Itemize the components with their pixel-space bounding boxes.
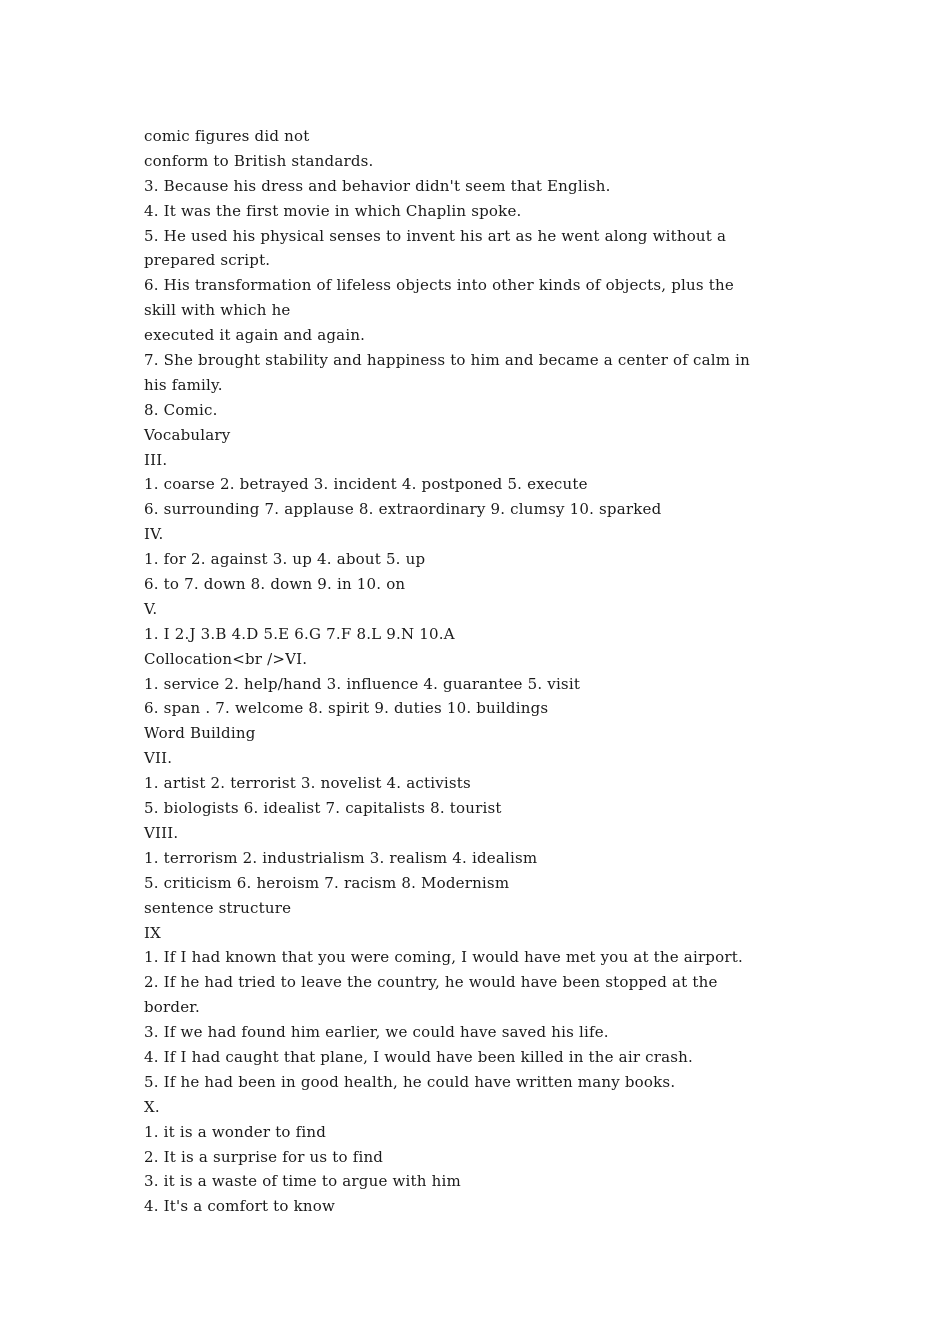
exercise-number: VIII. xyxy=(144,823,179,842)
text-line: 1. artist 2. terrorist 3. novelist 4. activists xyxy=(144,774,471,793)
text-line: 1. it is a wonder to find xyxy=(144,1122,327,1141)
text-line: 5. He used his physical senses to invent his art as he went along without a xyxy=(144,226,727,245)
exercise-number: IV. xyxy=(144,525,164,544)
section-heading: Vocabulary xyxy=(144,425,231,444)
text-line: 1. terrorism 2. industrialism 3. realism 4. idealism xyxy=(144,848,538,867)
text-line: conform to British standards. xyxy=(144,151,374,170)
text-line: 5. criticism 6. heroism 7. racism 8. Modernism xyxy=(144,873,510,892)
exercise-number: III. xyxy=(144,450,168,469)
text-line: his family. xyxy=(144,375,223,394)
text-line: comic figures did not xyxy=(144,127,310,145)
text-line: 6. surrounding 7. applause 8. extraordinary 9. clumsy 10. sparked xyxy=(144,500,662,519)
answer-key-text xyxy=(144,124,816,1219)
text-line: 7. She brought stability and happiness to him and became a center of calm in xyxy=(144,351,750,370)
text-line: 8. Comic. xyxy=(144,400,218,419)
text-line: 1. If I had known that you were coming, I would have met you at the airport. xyxy=(144,948,743,967)
exercise-number: IX xyxy=(144,923,162,942)
text-line: 4. It's a comfort to know xyxy=(144,1197,335,1216)
text-line: 2. It is a surprise for us to find xyxy=(144,1147,384,1166)
exercise-number: VII. xyxy=(144,749,173,768)
text-line: 6. to 7. down 8. down 9. in 10. on xyxy=(144,575,406,594)
text-line: 1. for 2. against 3. up 4. about 5. up xyxy=(144,550,426,569)
text-line: border. xyxy=(144,998,200,1017)
section-heading: Word Building xyxy=(144,724,256,743)
exercise-number: X. xyxy=(144,1097,160,1116)
text-line: 1. service 2. help/hand 3. influence 4. guarantee 5. visit xyxy=(144,674,581,693)
text-line: prepared script. xyxy=(144,251,271,270)
text-line: skill with which he xyxy=(144,301,291,320)
section-heading: sentence structure xyxy=(144,898,292,917)
text-line: 1. coarse 2. betrayed 3. incident 4. postponed 5. execute xyxy=(144,475,588,494)
text-line: executed it again and again. xyxy=(144,326,366,345)
text-line: 6. span . 7. welcome 8. spirit 9. duties 10. buildings xyxy=(144,699,549,718)
exercise-number: V. xyxy=(144,599,158,618)
text-line: 2. If he had tried to leave the country, he would have been stopped at the xyxy=(144,973,718,992)
text-line: 5. If he had been in good health, he could have written many books. xyxy=(144,1072,676,1091)
text-line: 3. it is a waste of time to argue with him xyxy=(144,1172,461,1191)
text-line: 4. If I had caught that plane, I would have been killed in the air crash. xyxy=(144,1047,694,1066)
text-line: 3. Because his dress and behavior didn't seem that English. xyxy=(144,176,611,195)
text-line: 1. I 2.J 3.B 4.D 5.E 6.G 7.F 8.L 9.N 10.A xyxy=(144,624,455,643)
text-line: 3. If we had found him earlier, we could have saved his life. xyxy=(144,1023,609,1042)
text-line: 6. His transformation of lifeless objects into other kinds of objects, plus the xyxy=(144,276,734,295)
text-line: 4. It was the first movie in which Chaplin spoke. xyxy=(144,201,522,220)
section-heading: Collocation<br />VI. xyxy=(144,649,308,668)
text-line: 5. biologists 6. idealist 7. capitalists 8. tourist xyxy=(144,799,502,818)
